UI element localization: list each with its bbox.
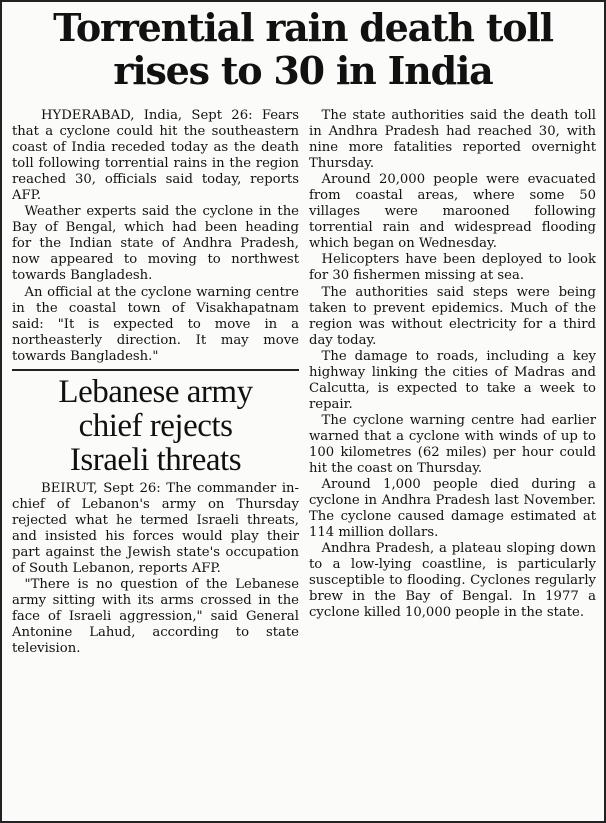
second-story-headline-line: Israeli threats (69, 441, 242, 478)
article-columns (12, 108, 596, 817)
second-story-headline-line: chief rejects (78, 407, 233, 444)
article-paragraph: Around 20,000 people were evacuated from coastal areas, where some 50 villages were marooned following torrential rain and widespread flooding which began on Wednesday. (309, 172, 596, 252)
article-paragraph: BEIRUT, Sept 26: The commander in-chief of Lebanon's army on Thursday rejected what he termed Israeli threats, and insisted his forces would play their part against the Jewish state's occupation of South Lebanon, reports AFP. (12, 480, 299, 576)
article-paragraph: "There is no question of the Lebanese army sitting with its arms crossed in the face of Israeli aggression," said General Antonine Lahud, according to state television. (12, 577, 299, 657)
article-paragraph: HYDERABAD, India, Sept 26: Fears that a cyclone could hit the southeastern coast of India receded today as the death toll following torrential rains in the region reached 30, officials said today, reports AFP. (12, 108, 299, 204)
right-column (309, 108, 596, 817)
article-paragraph: Around 1,000 people died during a cyclone in Andhra Pradesh last November. The cyclone caused damage estimated at 114 million dollars. (309, 477, 596, 541)
second-story-headline (12, 369, 299, 477)
second-story-headline-line: Lebanese army (58, 373, 253, 410)
article-paragraph: The cyclone warning centre had earlier warned that a cyclone with winds of up to 100 kilometres (62 miles) per hour could hit the coast on Thursday. (309, 412, 596, 477)
article-paragraph: Weather experts said the cyclone in the Bay of Bengal, which had been heading for the Indian state of Andhra Pradesh, now appeared to moving to northwest towards Bangladesh. (12, 204, 299, 284)
article-paragraph: Andhra Pradesh, a plateau sloping down to a low-lying coastline, is particularly susceptible to flooding. Cyclones regularly brew in the Bay of Bengal. In 1977 a cyclone killed 10,000 people in the state. (309, 541, 596, 621)
article-paragraph: The damage to roads, including a key highway linking the cities of Madras and Calcutta, is expected to take a week to repair. (309, 348, 596, 412)
main-headline: Torrential rain death toll rises to 30 in India (53, 5, 553, 93)
article-paragraph: Helicopters have been deployed to look for 30 fishermen missing at sea. (309, 252, 596, 284)
left-column (12, 108, 299, 817)
article-paragraph: An official at the cyclone warning centre in the coastal town of Visakhapatnam said: "It is expected to move in a northeasterly direction. It may move towards Bangladesh." (12, 284, 299, 364)
article-paragraph: The state authorities said the death toll in Andhra Pradesh had reached 30, with nine more fatalities reported overnight Thursday. (309, 108, 596, 172)
article-paragraph: The authorities said steps were being taken to prevent epidemics. Much of the region was without electricity for a third day today. (309, 284, 596, 348)
